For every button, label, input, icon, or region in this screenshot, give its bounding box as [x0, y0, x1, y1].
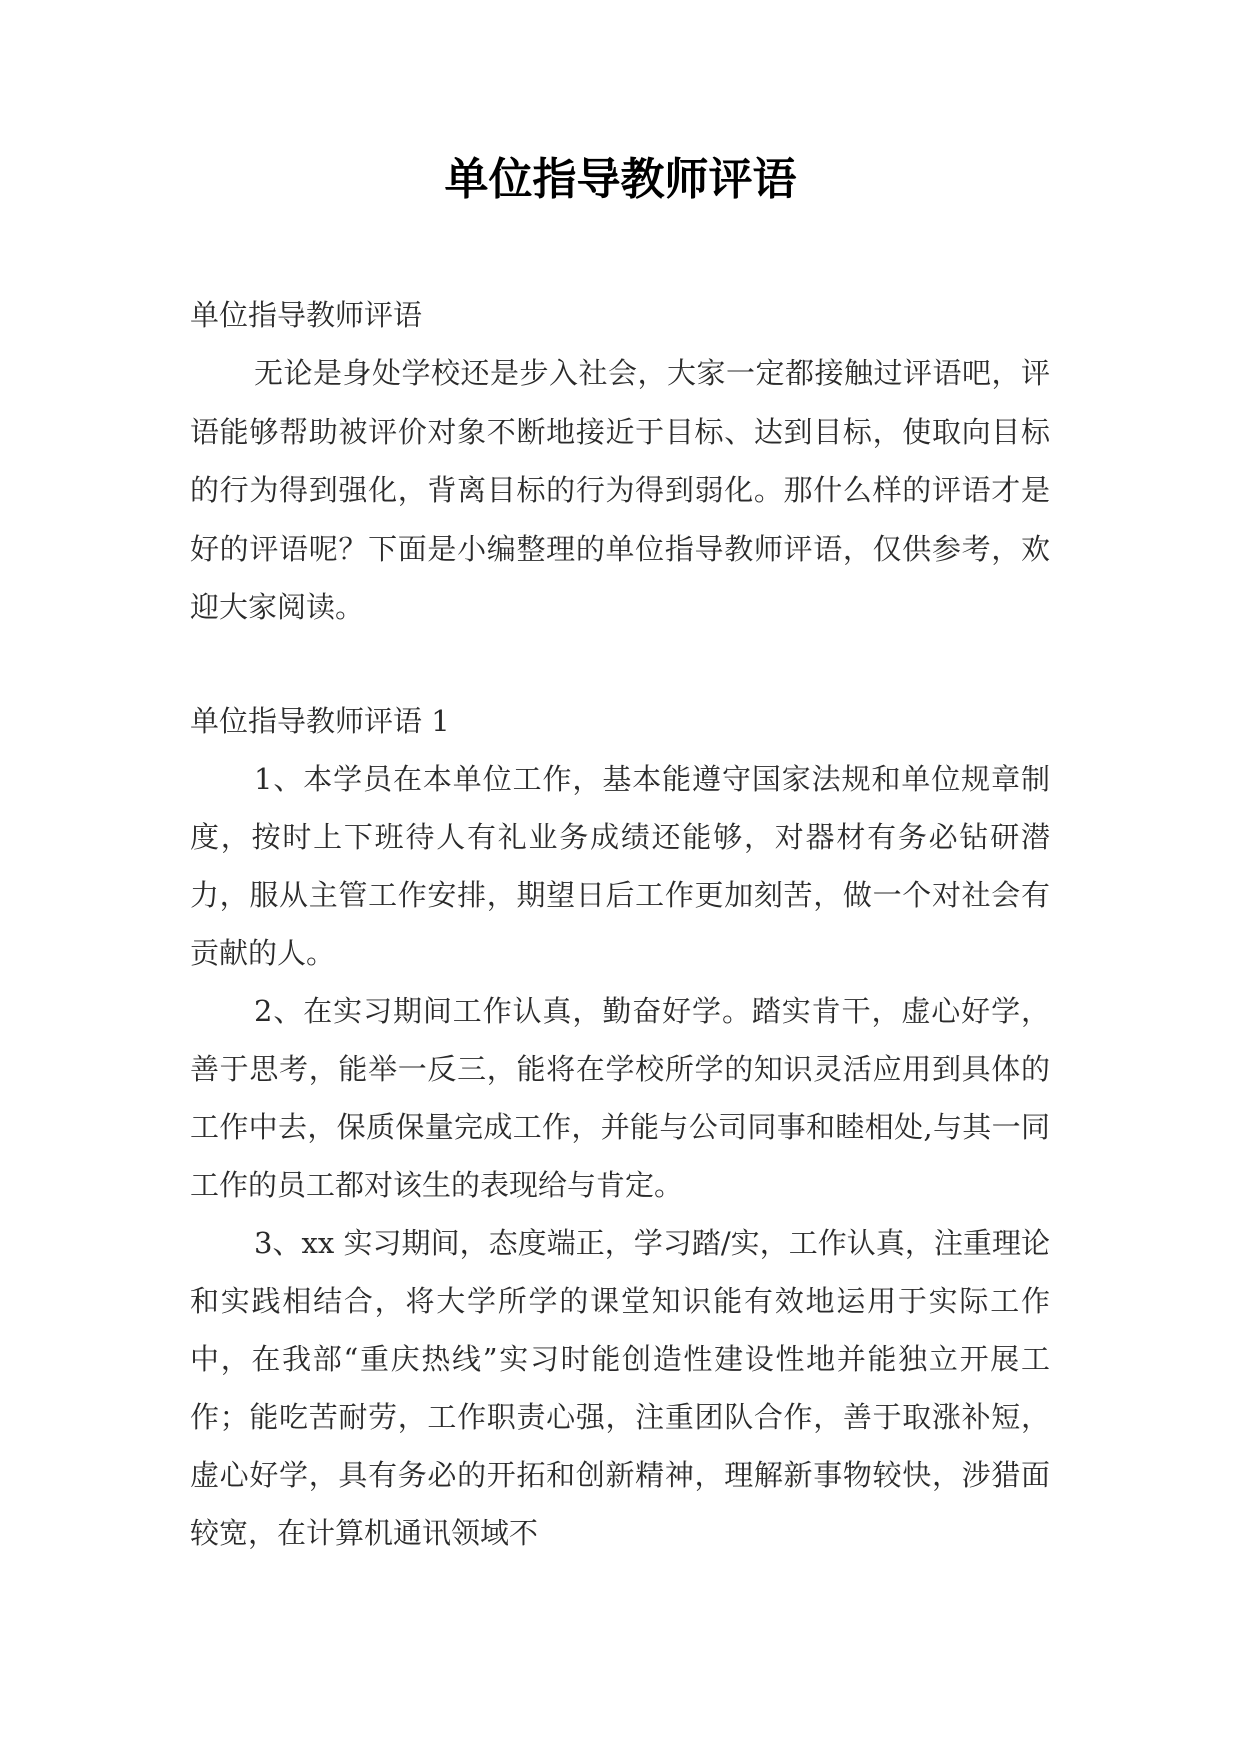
section-1-heading: 单位指导教师评语 1 [190, 704, 450, 738]
section-1 [190, 692, 1050, 1562]
document-title: 单位指导教师评语 [444, 154, 797, 205]
intro-heading: 单位指导教师评语 [190, 298, 423, 332]
comment-item-2: 2、在实习期间工作认真，勤奋好学。踏实肯干，虚心好学，善于思考，能举一反三，能将在学校所学的知识灵活应用到具体的工作中去，保质保量完成工作，并能与公司同事和睦相处,与其一同工作的员工都对该生的表现给与肯定。 [190, 994, 1050, 1202]
intro-section [190, 286, 1050, 637]
intro-paragraph: 无论是身处学校还是步入社会，大家一定都接触过评语吧，评语能够帮助被评价对象不断地接近于目标、达到目标，使取向目标的行为得到强化，背离目标的行为得到弱化。那什么样的评语才是好的评语呢？下面是小编整理的单位指导教师评语，仅供参考，欢迎大家阅读。 [190, 356, 1050, 624]
comment-item-3: 3、xx 实习期间，态度端正，学习踏/实，工作认真，注重理论和实践相结合，将大学所学的课堂知识能有效地运用于实际工作中，在我部“重庆热线”实习时能创造性建设性地并能独立开展工作；能吃苦耐劳，工作职责心强，注重团队合作，善于取涨补短，虚心好学，具有务必的开拓和创新精神，理解新事物较快，涉猎面较宽，在计算机通讯领域不 [190, 1226, 1050, 1550]
comment-item-1: 1、本学员在本单位工作，基本能遵守国家法规和单位规章制度，按时上下班待人有礼业务成绩还能够，对器材有务必钻研潜力，服从主管工作安排，期望日后工作更加刻苦，做一个对社会有贡献的人。 [190, 762, 1050, 970]
